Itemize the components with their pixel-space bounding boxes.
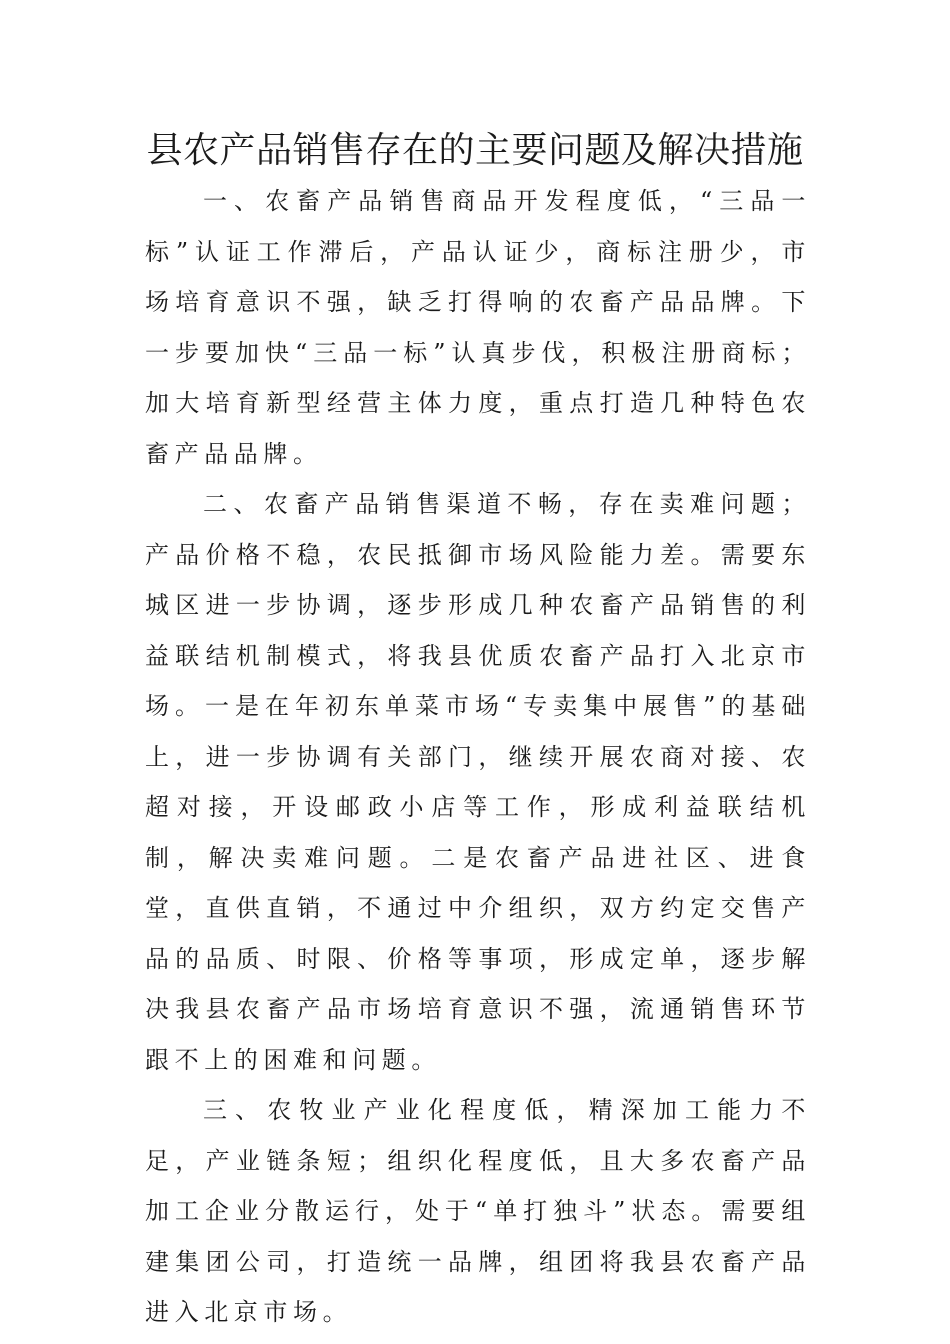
document-body xyxy=(145,176,811,1338)
paragraph-two: 二、农畜产品销售渠道不畅，存在卖难问题；产品价格不稳，农民抵御市场风险能力差。需要东城区进一步协调，逐步形成几种农畜产品销售的利益联结机制模式，将我县优质农畜产品打入北京市场。一是在年初东单菜市场“专卖集中展售”的基础上，进一步协调有关部门，继续开展农商对接、农超对接，开设邮政小店等工作，形成利益联结机制，解决卖难问题。二是农畜产品进社区、进食堂，直供直销，不通过中介组织，双方约定交售产品的品质、时限、价格等事项，形成定单，逐步解决我县农畜产品市场培育意识不强，流通销售环节跟不上的困难和问题。 xyxy=(145,490,811,1074)
paragraph-one: 一、农畜产品销售商品开发程度低，“三品一标”认证工作滞后，产品认证少，商标注册少，市场培育意识不强，缺乏打得响的农畜产品品牌。下一步要加快“三品一标”认真步伐，积极注册商标；加大培育新型经营主体力度，重点打造几种特色农畜产品品牌。 xyxy=(145,187,811,468)
paragraph-three: 三、农牧业产业化程度低，精深加工能力不足，产业链条短；组织化程度低，且大多农畜产品加工企业分散运行，处于“单打独斗”状态。需要组建集团公司，打造统一品牌，组团将我县农畜产品进入北京市场。 xyxy=(145,1096,811,1326)
document-title: 县农产品销售存在的主要问题及解决措施 xyxy=(146,130,804,171)
